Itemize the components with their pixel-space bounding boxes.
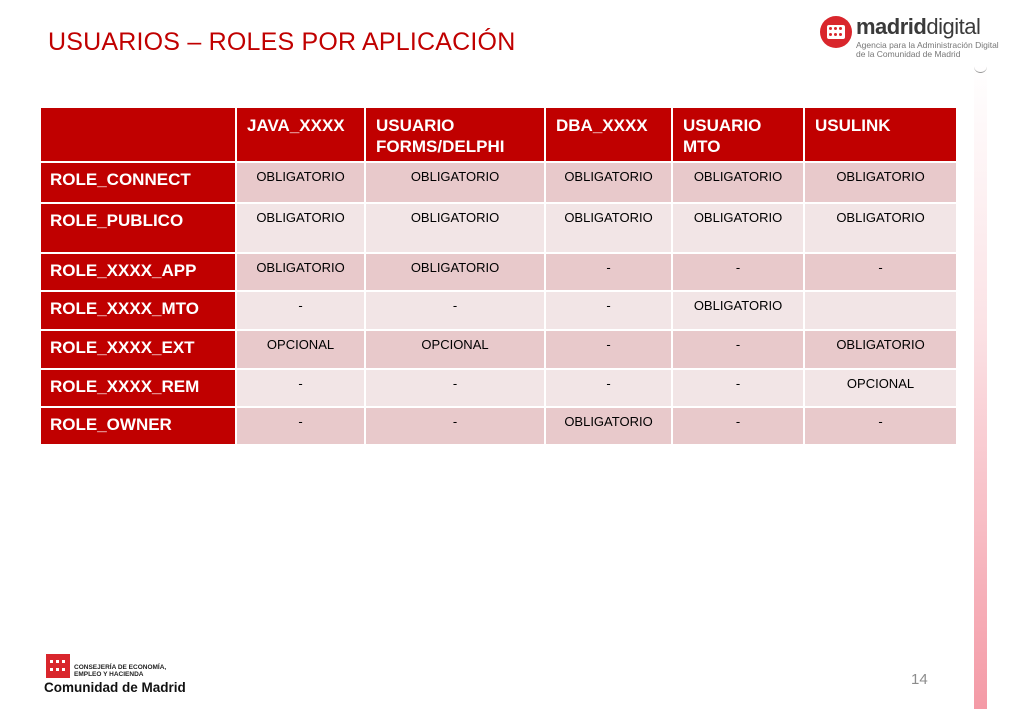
row-header: ROLE_CONNECT	[40, 162, 236, 203]
table-cell: -	[672, 253, 804, 291]
table-cell: -	[365, 407, 545, 445]
table-cell: OBLIGATORIO	[365, 162, 545, 203]
table-row	[40, 253, 957, 291]
table-cell: OBLIGATORIO	[365, 253, 545, 291]
madrid-flag-icon	[820, 16, 852, 48]
table-cell: OBLIGATORIO	[365, 203, 545, 253]
column-header: USULINK	[804, 107, 957, 162]
column-header: JAVA_XXXX	[236, 107, 365, 162]
page-title: USUARIOS – ROLES POR APLICACIÓN	[48, 28, 516, 56]
table-cell: -	[672, 330, 804, 369]
brand-name-bold: madrid	[856, 14, 927, 39]
column-header: DBA_XXXX	[545, 107, 672, 162]
table-cell: OPCIONAL	[804, 369, 957, 407]
brand-tagline-line1: Agencia para la Administración Digital	[856, 40, 999, 50]
region-name: Comunidad de Madrid	[44, 680, 186, 695]
madrid-stars-flag-icon	[46, 654, 70, 678]
table-cell: -	[804, 253, 957, 291]
madrid-digital-logo	[820, 14, 1000, 64]
row-header: ROLE_OWNER	[40, 407, 236, 445]
table-cell: OPCIONAL	[236, 330, 365, 369]
table-cell: -	[545, 253, 672, 291]
brand-tagline	[856, 41, 1006, 59]
department-name	[74, 664, 166, 678]
table-row	[40, 162, 957, 203]
table-cell: -	[545, 369, 672, 407]
table-cell: OBLIGATORIO	[545, 162, 672, 203]
table-cell: -	[236, 291, 365, 330]
table-row	[40, 330, 957, 369]
table-cell: -	[545, 291, 672, 330]
table-cell: -	[672, 369, 804, 407]
column-header: USUARIO FORMS/DELPHI	[365, 107, 545, 162]
table-cell: -	[672, 407, 804, 445]
table-cell: -	[545, 330, 672, 369]
table-cell: OBLIGATORIO	[236, 162, 365, 203]
row-header: ROLE_XXXX_REM	[40, 369, 236, 407]
row-header: ROLE_XXXX_MTO	[40, 291, 236, 330]
table-cell: OBLIGATORIO	[236, 203, 365, 253]
table-row	[40, 407, 957, 445]
roles-table	[39, 106, 958, 446]
brand-tagline-line2: de la Comunidad de Madrid	[856, 49, 961, 59]
table-cell: -	[236, 369, 365, 407]
table-cell: OBLIGATORIO	[804, 162, 957, 203]
brand-name	[856, 14, 980, 40]
table-cell: OBLIGATORIO	[545, 407, 672, 445]
table-row	[40, 291, 957, 330]
table-cell	[804, 291, 957, 330]
table-cell: OBLIGATORIO	[672, 203, 804, 253]
table-cell: OBLIGATORIO	[672, 291, 804, 330]
comunidad-madrid-logo	[44, 654, 244, 699]
table-cell: -	[236, 407, 365, 445]
table-cell: -	[365, 369, 545, 407]
table-cell: OBLIGATORIO	[804, 203, 957, 253]
decorative-side-bar	[974, 64, 987, 709]
table-cell: -	[804, 407, 957, 445]
department-line2: EMPLEO Y HACIENDA	[74, 671, 144, 678]
table-cell: OBLIGATORIO	[545, 203, 672, 253]
row-header: ROLE_XXXX_EXT	[40, 330, 236, 369]
table-cell: OPCIONAL	[365, 330, 545, 369]
column-header: USUARIO MTO	[672, 107, 804, 162]
page-number: 14	[911, 671, 928, 688]
row-header: ROLE_PUBLICO	[40, 203, 236, 253]
brand-name-light: digital	[926, 14, 981, 39]
table-header-row	[40, 107, 957, 162]
row-header: ROLE_XXXX_APP	[40, 253, 236, 291]
table-row	[40, 203, 957, 253]
table-row	[40, 369, 957, 407]
header-corner	[40, 107, 236, 162]
table-cell: -	[365, 291, 545, 330]
table-cell: OBLIGATORIO	[672, 162, 804, 203]
table-cell: OBLIGATORIO	[804, 330, 957, 369]
table-cell: OBLIGATORIO	[236, 253, 365, 291]
department-line1: CONSEJERÍA DE ECONOMÍA,	[74, 664, 167, 671]
